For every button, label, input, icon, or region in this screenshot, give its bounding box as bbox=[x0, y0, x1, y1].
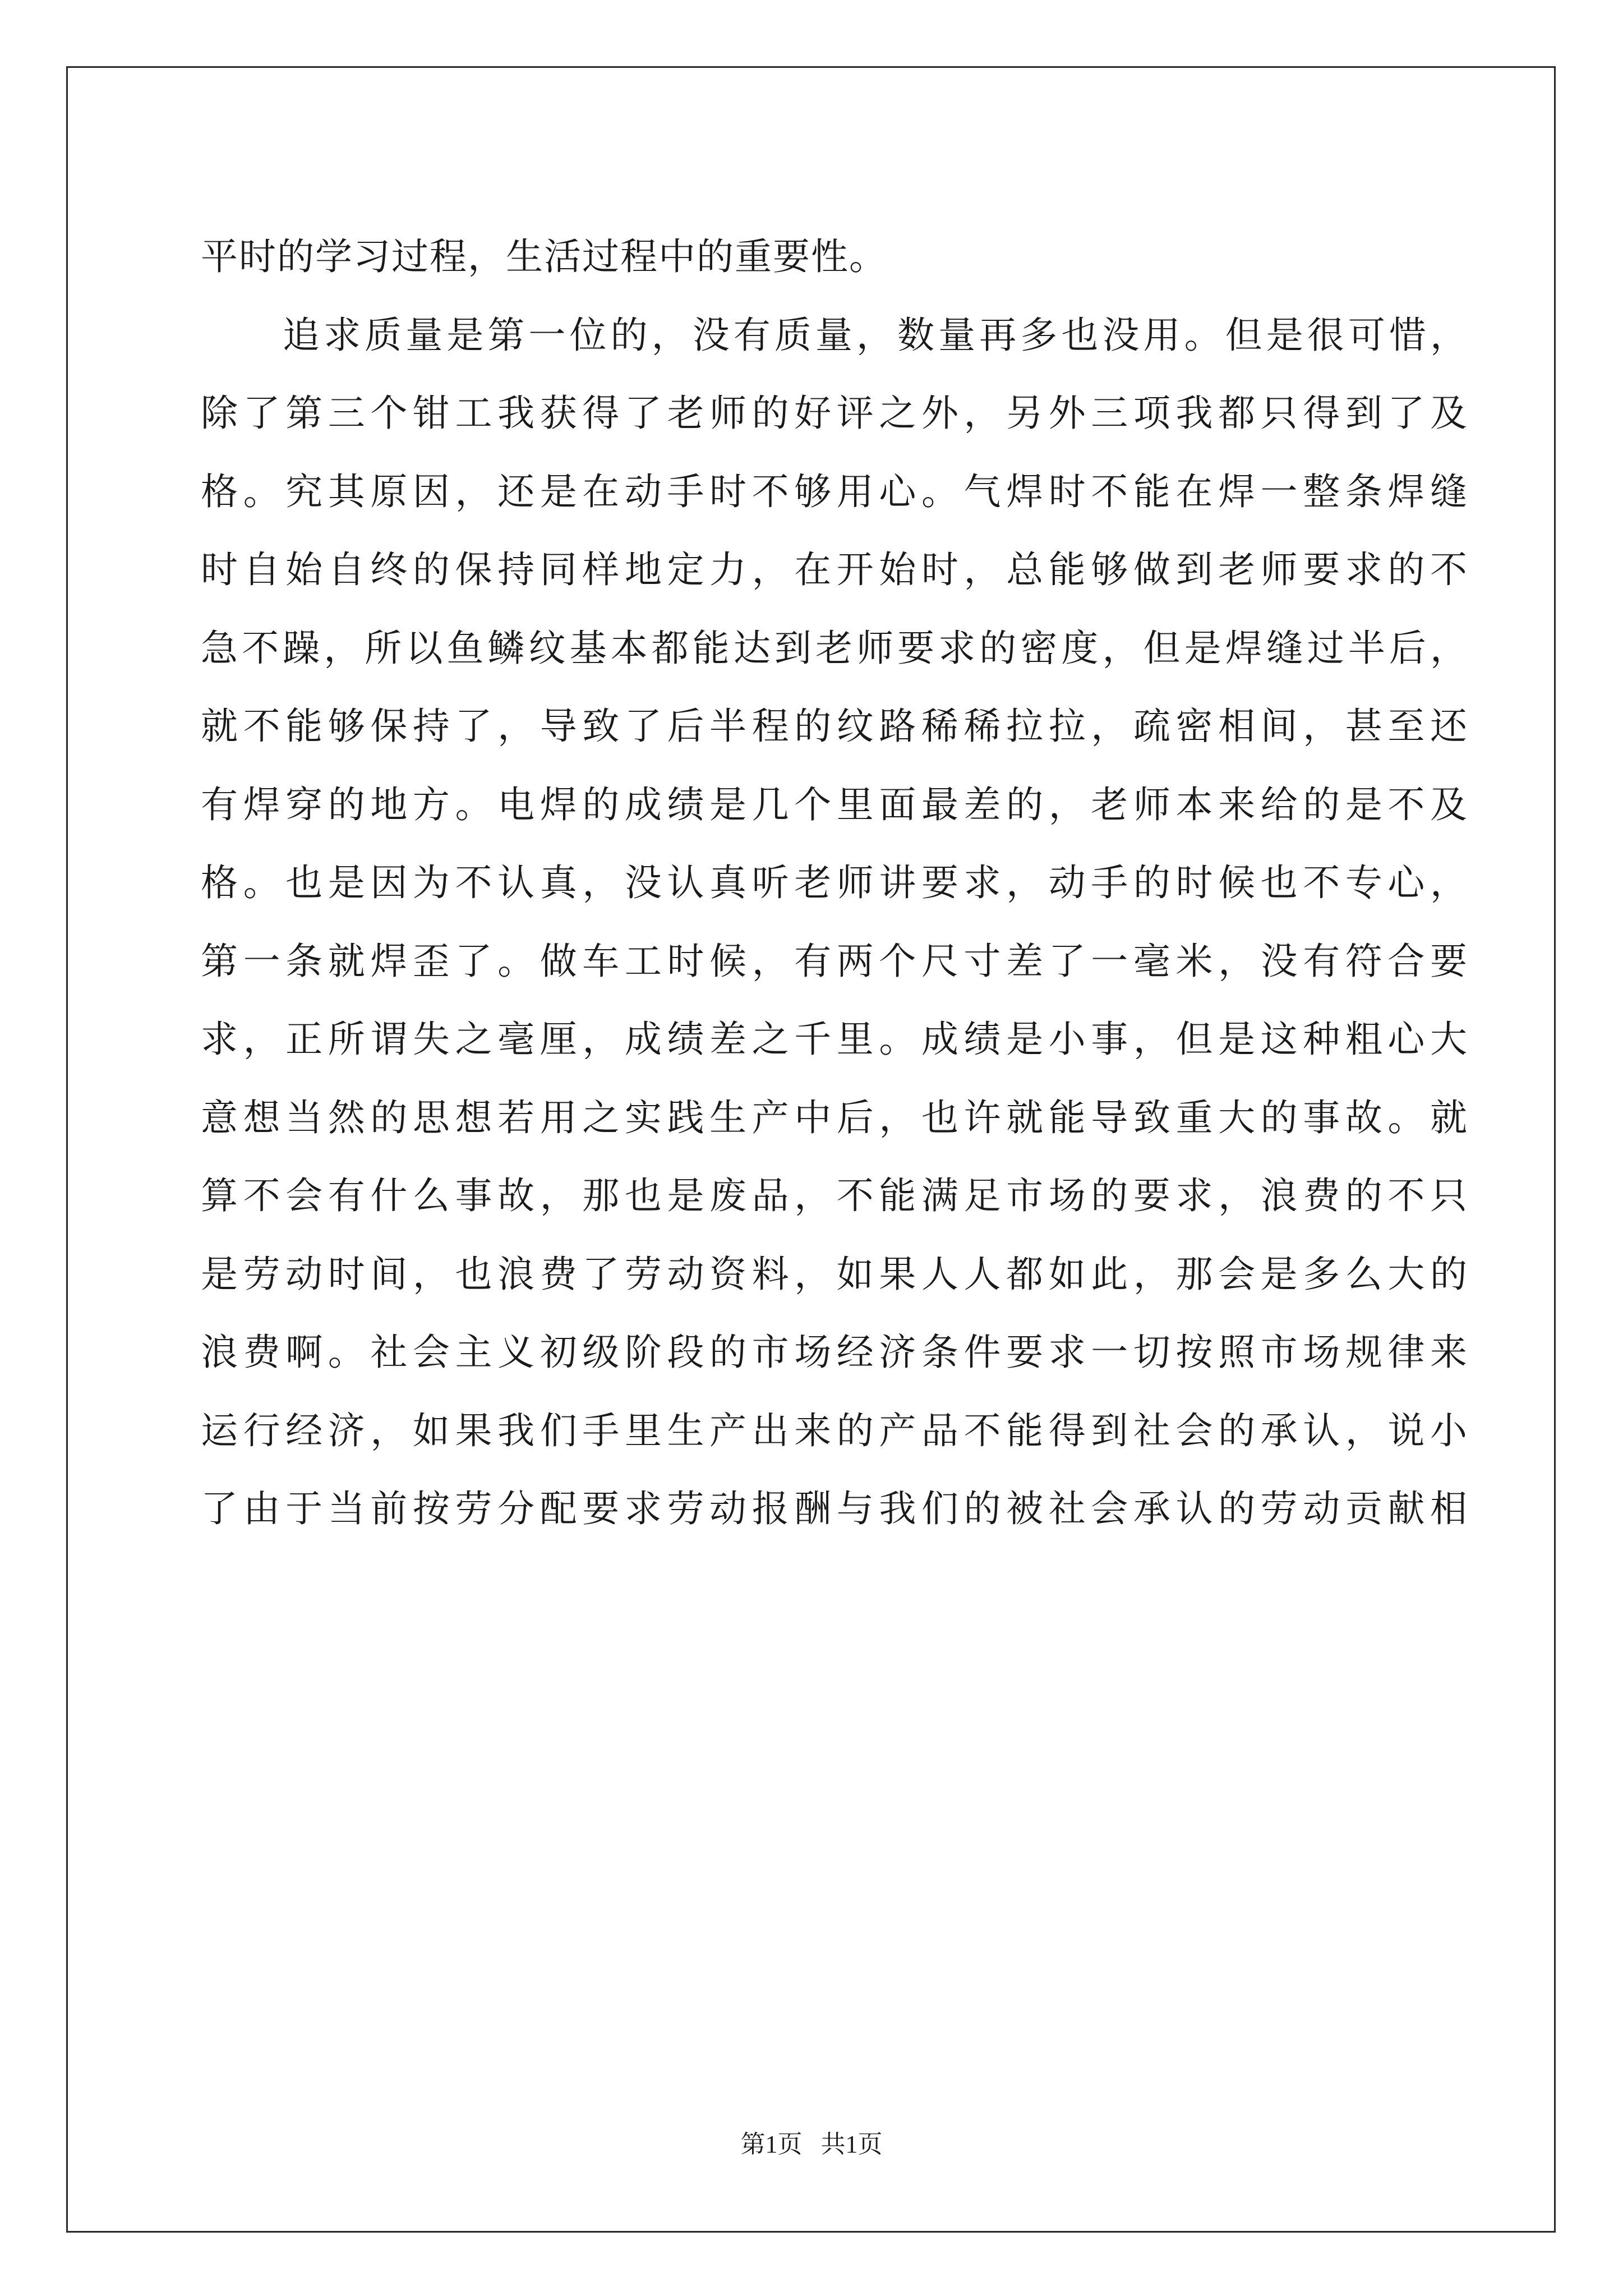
text-line-1: 平时的学习过程，生活过程中的重要性。 bbox=[201, 235, 887, 278]
text-line-17: 了由于当前按劳分配要求劳动报酬与我们的被社会承认的劳动贡献相 bbox=[201, 1487, 1468, 1530]
text-line-16: 运行经济，如果我们手里生产出来的产品不能得到社会的承认，说小 bbox=[201, 1409, 1468, 1452]
text-line-12: 意想当然的思想若用之实践生产中后，也许就能导致重大的事故。就 bbox=[201, 1096, 1468, 1139]
text-line-13: 算不会有什么事故，那也是废品，不能满足市场的要求，浪费的不只 bbox=[201, 1174, 1468, 1217]
page-footer: 第1页 共1页 bbox=[740, 2131, 883, 2158]
text-line-2: 追求质量是第一位的，没有质量，数量再多也没用。但是很可惜， bbox=[283, 313, 1468, 357]
text-line-3: 除了第三个钳工我获得了老师的好评之外，另外三项我都只得到了及 bbox=[201, 392, 1468, 435]
text-line-4: 格。究其原因，还是在动手时不够用心。气焊时不能在焊一整条焊缝 bbox=[201, 470, 1468, 513]
text-line-11: 求，正所谓失之毫厘，成绩差之千里。成绩是小事，但是这种粗心大 bbox=[201, 1018, 1468, 1061]
text-line-8: 有焊穿的地方。电焊的成绩是几个里面最差的，老师本来给的是不及 bbox=[201, 783, 1468, 826]
text-line-7: 就不能够保持了，导致了后半程的纹路稀稀拉拉，疏密相间，甚至还 bbox=[201, 705, 1468, 748]
document-body bbox=[201, 218, 1468, 1548]
text-line-9: 格。也是因为不认真，没认真听老师讲要求，动手的时候也不专心， bbox=[201, 861, 1468, 904]
text-line-5: 时自始自终的保持同样地定力，在开始时，总能够做到老师要求的不 bbox=[201, 548, 1468, 591]
text-line-14: 是劳动时间，也浪费了劳动资料，如果人人都如此，那会是多么大的 bbox=[201, 1252, 1468, 1296]
text-line-10: 第一条就焊歪了。做车工时候，有两个尺寸差了一毫米，没有符合要 bbox=[201, 939, 1468, 983]
text-line-15: 浪费啊。社会主义初级阶段的市场经济条件要求一切按照市场规律来 bbox=[201, 1331, 1468, 1374]
text-line-6: 急不躁，所以鱼鳞纹基本都能达到老师要求的密度，但是焊缝过半后， bbox=[201, 626, 1468, 670]
